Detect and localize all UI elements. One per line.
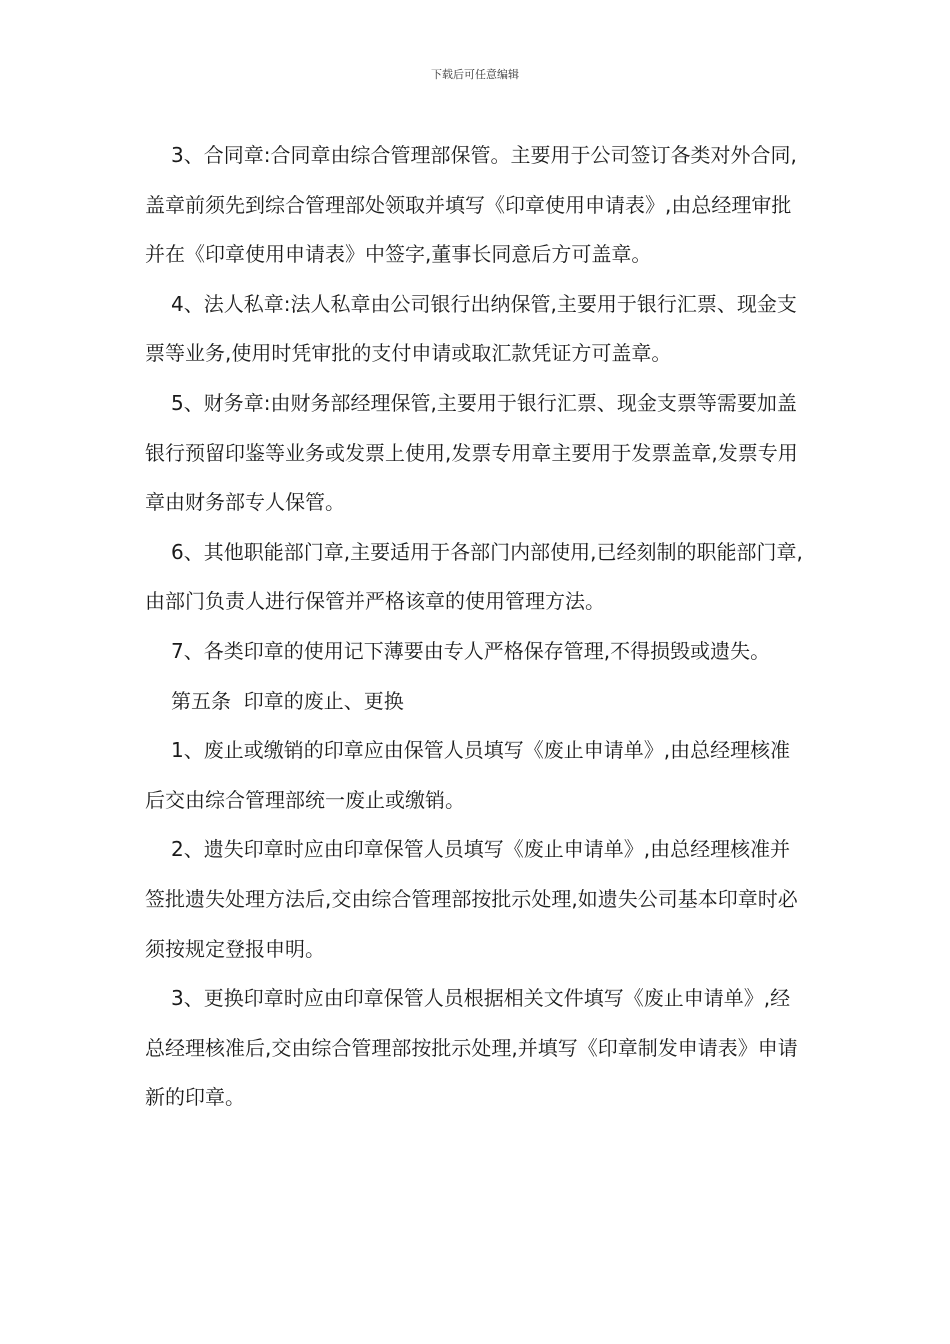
paragraph-legal-person-seal: 4、法人私章:法人私章由公司银行出纳保管,主要用于银行汇票、现金支票等业务,使用时凭审批的支付申请或取汇款凭证方可盖章。: [145, 291, 797, 366]
paragraph-seal-abolish: 1、废止或缴销的印章应由保管人员填写《废止申请单》,由总经理核准后交由综合管理部统一废止或缴销。: [145, 738, 791, 812]
section-heading-article-5: 第五条 印章的废止、更换: [171, 688, 404, 713]
paragraph-finance-seal: 5、财务章:由财务部经理保管,主要用于银行汇票、现金支票等需要加盖银行预留印鉴等业务或发票上使用,发票专用章主要用于发票盖章,发票专用章由财务部专人保管。: [145, 390, 798, 515]
paragraph-contract-seal: 3、合同章:合同章由综合管理部保管。主要用于公司签订各类对外合同,盖章前须先到综合管理部处领取并填写《印章使用申请表》,由总经理审批并在《印章使用申请表》中签字,董事长同意后方可盖章。: [145, 143, 797, 267]
document-body: [145, 131, 810, 1123]
paragraph-seal-lost: 2、遗失印章时应由印章保管人员填写《废止申请单》,由总经理核准并签批遗失处理方法后,交由综合管理部按批示处理,如遗失公司基本印章时必须按规定登报申明。: [145, 837, 798, 961]
paragraph-department-seal: 6、其他职能部门章,主要适用于各部门内部使用,已经刻制的职能部门章,由部门负责人进行保管并严格该章的使用管理方法。: [145, 539, 803, 614]
paragraph-seal-log: 7、各类印章的使用记下薄要由专人严格保存管理,不得损毁或遗失。: [171, 638, 771, 663]
page-header-note: 下载后可任意编辑: [431, 68, 519, 81]
paragraph-seal-replace: 3、更换印章时应由印章保管人员根据相关文件填写《废止申请单》,经总经理核准后,交由综合管理部按批示处理,并填写《印章制发申请表》申请新的印章。: [145, 986, 798, 1110]
